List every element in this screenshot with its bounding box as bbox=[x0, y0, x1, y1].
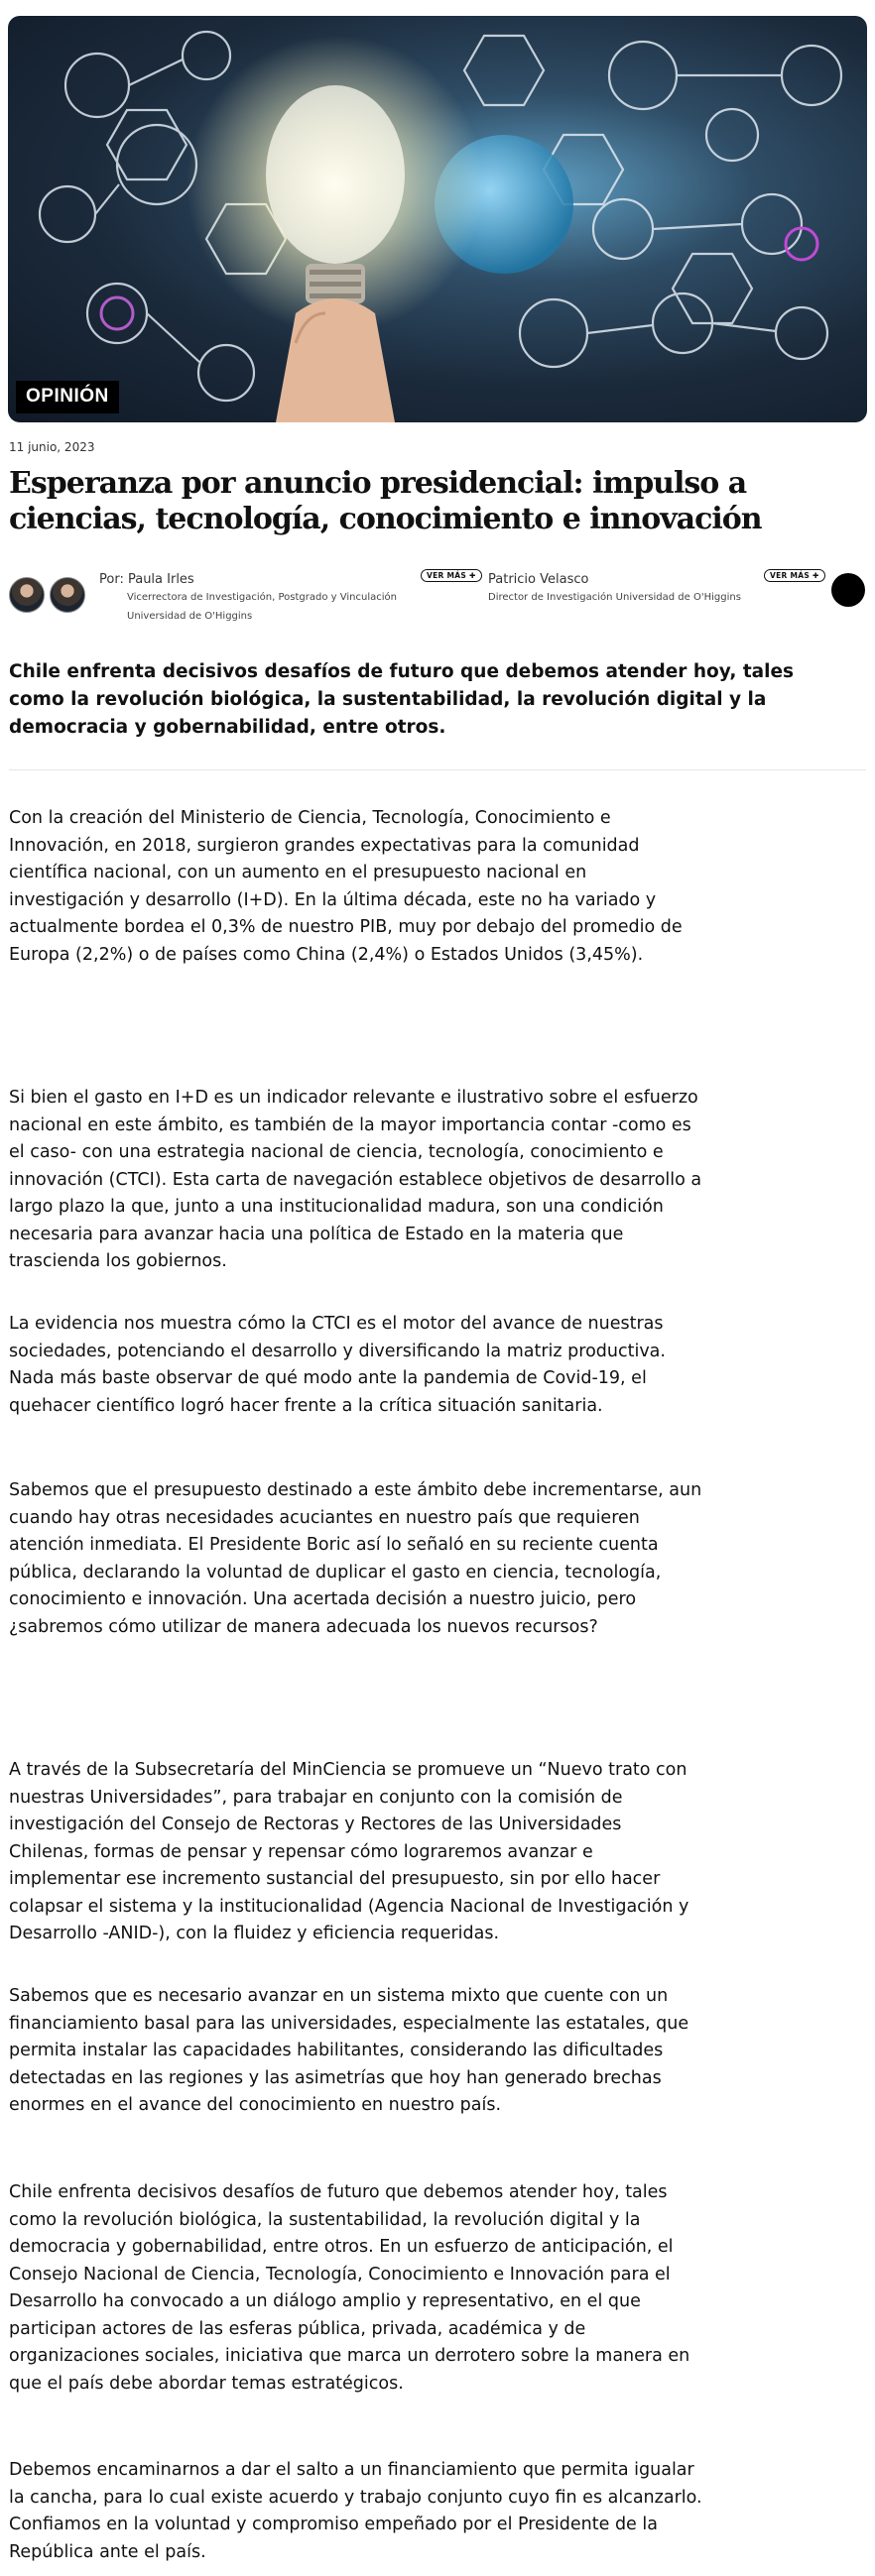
paragraph-7: Chile enfrenta decisivos desafíos de futuro que debemos atender hoy, tales como la revolución biológica, la sustentabilidad, la revolución digital y la democracia y gobernabilidad, entre otros. En un esfuerzo de anticipación, el Consejo Nacional de Ciencia, Tecnología, Conocimiento e Innovación para el Desarrollo ha convocado a un diálogo amplio y representativo, en el que participan actores de las esferas pública, privada, académica y de organizaciones sociales, iniciativa que marca un derrotero sobre la manera en que el país debe abordar temas estratégicos. bbox=[9, 2182, 690, 2394]
divider bbox=[9, 769, 866, 770]
paragraph-3: La evidencia nos muestra cómo la CTCI es el motor del avance de nuestras sociedades, potenciando el desarrollo y diversificando la matriz productiva. Nada más baste observar de qué modo ante la pandemia de Covid-19, el quehacer científico logró hacer frente a la crítica situación sanitaria. bbox=[9, 1314, 666, 1416]
ver-mas-button-2[interactable]: VER MÁS ✚ bbox=[764, 569, 825, 582]
ver-mas-button-1[interactable]: VER MÁS ✚ bbox=[421, 569, 482, 582]
circle-icon[interactable] bbox=[831, 573, 865, 607]
paragraph-4: Sabemos que el presupuesto destinado a este ámbito debe incrementarse, aun cuando hay otras necesidades acuciantes en nuestro país que requieren atención inmediata. El Presidente Boric así lo señaló en su reciente cuenta pública, declarando la voluntad de duplicar el gasto en ciencia, tecnología, conocimiento e innovación. Una acertada decisión a nuestro juicio, pero ¿sabremos cómo utilizar de manera adecuada los nuevos recursos? bbox=[9, 1480, 702, 1637]
author-name-2[interactable]: Patricio Velasco bbox=[488, 572, 589, 587]
article-date: 11 junio, 2023 bbox=[9, 440, 95, 454]
paragraph-2: Si bien el gasto en I+D es un indicador relevante e ilustrativo sobre el esfuerzo nacional en este ámbito, es también de la mayor importancia contar -como es el caso- con una estrategia nacional de ciencia, tecnología, conocimiento e innovación (CTCI). Esta carta de navegación establece objetivos de desarrollo a largo plazo la que, junto a una institucionalidad madura, son una condición necesaria para avanzar hacia una política de Estado en la materia que trascienda los gobiernos. bbox=[9, 1088, 702, 1271]
author-avatar-2[interactable] bbox=[50, 577, 85, 613]
by-line bbox=[99, 572, 194, 587]
author-role-1-line1: Vicerrectora de Investigación, Postgrado y Vinculación bbox=[127, 592, 397, 603]
hero-image bbox=[8, 16, 867, 422]
article-lead: Chile enfrenta decisivos desafíos de futuro que debemos atender hoy, tales como la revolución biológica, la sustentabilidad, la revolución digital y la democracia y gobernabilidad, entre otros. bbox=[9, 661, 795, 738]
paragraph-8: Debemos encaminarnos a dar el salto a un financiamiento que permita igualar la cancha, para lo cual existe acuerdo y trabajo conjunto cuyo fin es alcanzarlo. Confiamos en la voluntad y compromiso empeñado por el Presidente de la República ante el país. bbox=[9, 2460, 702, 2562]
category-badge[interactable]: OPINIÓN bbox=[16, 381, 119, 413]
article-title: Esperanza por anuncio presidencial: impulso a ciencias, tecnología, conocimiento e innovación bbox=[9, 466, 762, 536]
author-name-1[interactable]: Paula Irles bbox=[127, 572, 194, 587]
paragraph-6: Sabemos que es necesario avanzar en un sistema mixto que cuente con un financiamiento basal para las universidades, especialmente las estatales, que permita instalar las capacidades habilitantes, considerando las dificultades detectadas en las regiones y las asimetrías que hoy han generado brechas enormes en el avance del conocimiento en nuestro país. bbox=[9, 1986, 689, 2115]
author-role-1-line2: Universidad de O'Higgins bbox=[127, 611, 253, 622]
paragraph-5: A través de la Subsecretaría del MinCiencia se promueve un “Nuevo trato con nuestras Universidades”, para trabajar en conjunto con la comisión de investigación del Consejo de Rectoras y Rectores de las Universidades Chilenas, formas de pensar y repensar cómo lograremos avanzar e implementar ese incremento sustancial del presupuesto, sin por ello hacer colapsar el sistema y la institucionalidad (Agencia Nacional de Investigación y Desarrollo -ANID-), con la fluidez y eficiencia requeridas. bbox=[9, 1760, 689, 1943]
by-label: Por: bbox=[99, 572, 124, 587]
author-bar bbox=[0, 569, 875, 629]
paragraph-1: Con la creación del Ministerio de Ciencia, Tecnología, Conocimiento e Innovación, en 2018, surgieron grandes expectativas para la comunidad científica nacional, con un aumento en el presupuesto nacional en investigación y desarrollo (I+D). En la última década, este no ha variado y actualmente bordea el 0,3% de nuestro PIB, muy por debajo del promedio de Europa (2,2%) o de países como China (2,4%) o Estados Unidos (3,45%). bbox=[9, 808, 683, 965]
author-role-1 bbox=[127, 588, 397, 626]
author-role-2: Director de Investigación Universidad de O'Higgins bbox=[488, 592, 741, 603]
author-avatar-1[interactable] bbox=[9, 577, 45, 613]
lightbulb-network-illustration bbox=[8, 16, 867, 422]
